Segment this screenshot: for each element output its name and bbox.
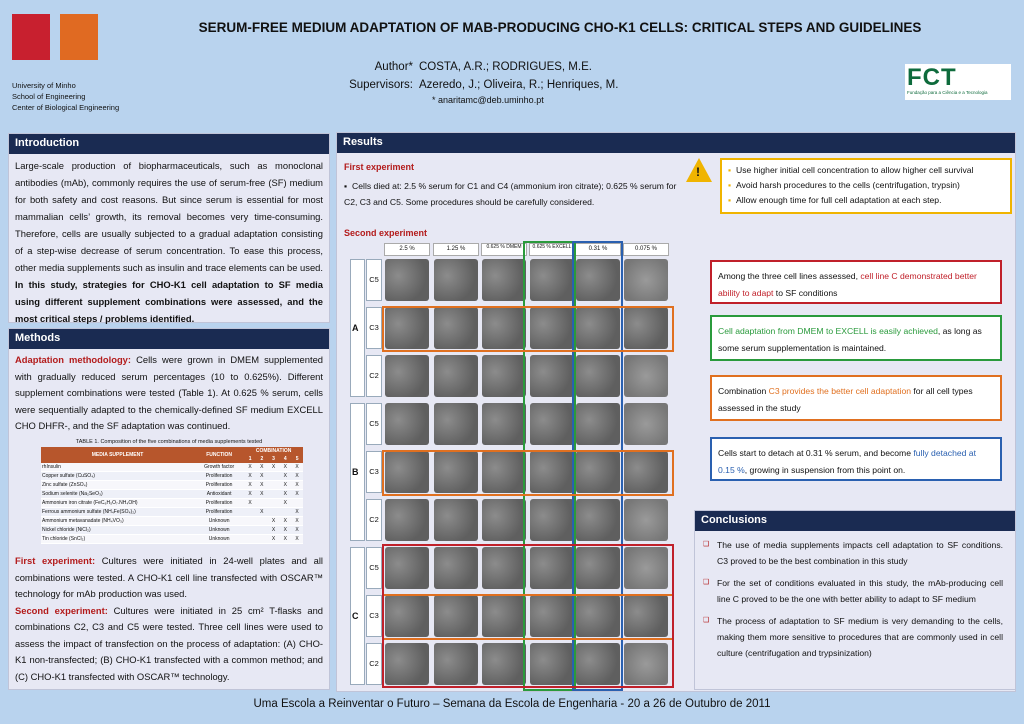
row-label: C3 <box>366 451 382 493</box>
table-cell: X <box>256 472 268 481</box>
intro-highlight: In this study, strategies for CHO-K1 cell adaptation to SF media using different supplement combinations were assessed, and the most critical steps / problems identified. <box>15 279 323 324</box>
micrograph-image <box>385 499 429 541</box>
table-cell: Antioxidant <box>194 490 244 499</box>
column-header: 0.625 % EXCELL <box>529 243 575 256</box>
fct-logo <box>905 64 1011 100</box>
finding-text: , as long as some serum supplementation is maintained. <box>718 326 982 353</box>
table-cell: X <box>244 481 256 490</box>
col-combination: COMBINATION <box>244 447 303 455</box>
table-cell: X <box>268 535 280 544</box>
first-exp-label: First experiment: <box>15 555 96 566</box>
c-line-highlight <box>382 544 674 688</box>
adaptation-label: Adaptation methodology: <box>15 354 132 365</box>
table-cell <box>244 508 256 517</box>
second-exp-text: Cultures were initiated in 25 cm² T-flasks and combinations C2, C3 and C5 were tested. Three cell lines were used to assess the impact of transfection on the process of adaptation: (A) CHO-K1 non-transfected; (B) CHO-K1 transfected with a common method; and (C) CHO-K1 transfected with OSCAR™ technology. <box>15 604 323 682</box>
supervisor-names: Azeredo, J.; Oliveira, R.; Henriques, M. <box>419 79 619 91</box>
table-cell: X <box>279 490 291 499</box>
micrograph-image <box>434 403 478 445</box>
finding-highlight: fully detached at 0.15 % <box>718 448 976 475</box>
table-cell: X <box>291 490 303 499</box>
introduction-text <box>9 154 329 327</box>
combo-header: 1 <box>244 455 256 463</box>
micrograph-image <box>434 355 478 397</box>
table-cell <box>244 526 256 535</box>
table-cell: Copper sulfate (CuSO₄) <box>41 472 194 481</box>
methods-header: Methods <box>9 329 329 349</box>
recommendations-box <box>720 158 1012 214</box>
intro-body: Large-scale production of biopharmaceuticals, such as monoclonal antibodies (mAb), commonly requires the use of serum-free (SF) medium for both safety and cost reasons. But since serum is essential for most mammalian cells’ growth, its removal becomes very time-consuming. Therefore, cells are usually subjected to a gradual adaptation consisting of a step-wise decrease of serum concentration. To ease this process, other media supplements such as insulin and trace elements can be used. <box>15 160 323 273</box>
table-cell: X <box>279 472 291 481</box>
table-cell: X <box>279 517 291 526</box>
micrograph-image <box>482 499 526 541</box>
table-cell <box>268 481 280 490</box>
table-cell: Proliferation <box>194 472 244 481</box>
fct-logo-subtitle: Fundação para a Ciência e a Tecnologia <box>907 90 988 95</box>
micrograph-image <box>434 259 478 301</box>
table-cell <box>256 526 268 535</box>
table-cell: Growth factor <box>194 463 244 472</box>
micrograph-image <box>624 499 668 541</box>
author-label: Author* <box>374 61 413 73</box>
table-cell <box>268 499 280 508</box>
conclusions-panel <box>694 510 1016 690</box>
table-cell <box>291 499 303 508</box>
recommendation-item: ▪ Use higher initial cell concentration to allow higher cell survival <box>728 163 1004 178</box>
table-row <box>41 508 303 517</box>
table-row <box>41 490 303 499</box>
col-function: FUNCTION <box>194 447 244 463</box>
table-cell: X <box>279 463 291 472</box>
micrograph-image <box>385 259 429 301</box>
table-row <box>41 481 303 490</box>
finding-box <box>710 260 1002 304</box>
contact-email: * anaritamc@deb.uminho.pt <box>432 95 544 105</box>
table-cell: X <box>268 526 280 535</box>
first-exp-result: Cells died at: 2.5 % serum for C1 and C4 (ammonium iron citrate); 0.625 % serum for C2, C3 and C5. Some procedures should be carefully considered. <box>344 181 677 207</box>
finding-text: Among the three cell lines assessed, <box>718 271 861 281</box>
table-row <box>41 499 303 508</box>
table-cell: Ammonium metavanadate (NH₄VO₃) <box>41 517 194 526</box>
table-cell: X <box>244 472 256 481</box>
table-cell: Proliferation <box>194 481 244 490</box>
table-cell: Proliferation <box>194 499 244 508</box>
row-label: C2 <box>366 643 382 685</box>
table-cell: Unknown <box>194 526 244 535</box>
table-cell: Ferrous ammonium sulfate (NH₄Fe(SO₄)₂) <box>41 508 194 517</box>
footer-text: Uma Escola a Reinventar o Futuro – Semana da Escola de Engenharia - 20 a 26 de Outubro de 2011 <box>253 698 771 710</box>
table-cell <box>279 508 291 517</box>
table-cell: Unknown <box>194 535 244 544</box>
combo-header: 4 <box>279 455 291 463</box>
table-cell: X <box>279 481 291 490</box>
warning-mark: ! <box>696 165 700 179</box>
table-cell <box>244 517 256 526</box>
col-supplement: MEDIA SUPPLEMENT <box>41 447 194 463</box>
first-experiment-text: ▪ Cells died at: 2.5 % serum for C1 and C4 (ammonium iron citrate); 0.625 % serum for C2, C3 and C5. Some procedures should be carefully considered. <box>344 181 677 207</box>
table-cell: X <box>268 517 280 526</box>
methods-first-experiment <box>9 550 329 603</box>
micrograph-image <box>482 355 526 397</box>
row-label: C2 <box>366 355 382 397</box>
conclusion-item: ❑ The use of media supplements impacts cell adaptation to SF conditions. C3 proved to be the best combination in this study <box>703 537 1003 569</box>
c3-highlight <box>382 450 674 496</box>
table-cell <box>268 508 280 517</box>
methods-second-experiment <box>9 603 329 686</box>
table-cell: X <box>291 481 303 490</box>
combo-header: 2 <box>256 455 268 463</box>
group-label: B <box>352 467 359 477</box>
table-cell: Zinc sulfate (ZnSO₄) <box>41 481 194 490</box>
conclusions-header: Conclusions <box>695 511 1015 531</box>
row-label: C3 <box>366 595 382 637</box>
authors-block <box>300 58 730 94</box>
column-header: 1.25 % <box>433 243 479 256</box>
row-label: C2 <box>366 499 382 541</box>
micrograph-image <box>385 403 429 445</box>
table-cell: X <box>256 463 268 472</box>
row-label: C5 <box>366 403 382 445</box>
recommendation-item: ▪ Allow enough time for full cell adaptation at each step. <box>728 193 1004 208</box>
finding-highlight: cell line C demonstrated better ability to adapt <box>718 271 977 298</box>
recommendation-item: ▪ Avoid harsh procedures to the cells (centrifugation, trypsin) <box>728 178 1004 193</box>
second-experiment-title: Second experiment <box>344 228 428 238</box>
school-name: School of Engineering <box>12 92 86 101</box>
conclusion-item: ❑ The process of adaptation to SF medium is very demanding to the cells, making them more sensitive to procedures that are commonly used in cell culture (centrifugation and trypsinization) <box>703 613 1003 661</box>
table-cell: X <box>244 490 256 499</box>
column-header: 2.5 % <box>384 243 430 256</box>
table-cell: Unknown <box>194 517 244 526</box>
results-header: Results <box>337 133 1015 153</box>
table-cell: X <box>291 517 303 526</box>
row-label: C5 <box>366 259 382 301</box>
supervisors-label: Supervisors: <box>349 79 413 91</box>
introduction-panel <box>8 133 330 323</box>
group-label: C <box>352 611 359 621</box>
finding-box <box>710 437 1002 481</box>
finding-text: to SF conditions <box>773 288 838 298</box>
university-info <box>12 80 119 113</box>
finding-text: Cells start to detach at 0.31 % serum, and become <box>718 448 914 458</box>
micrograph-image <box>385 355 429 397</box>
table-cell <box>256 499 268 508</box>
table-row <box>41 526 303 535</box>
group-label: A <box>352 323 359 333</box>
table-cell: X <box>291 472 303 481</box>
micrograph-image <box>434 499 478 541</box>
table-cell: X <box>279 526 291 535</box>
adaptation-text: Cells were grown in DMEM supplemented with gradually reduced serum percentages (10 to 0.625%). Different supplement combinations were tested (Table 1). At 0.625 % serum, cells were sequentially adapted to the chemically-defined SF medium EXCELL CHO DHFR-, and the SF adaptation was continued. <box>15 354 324 431</box>
table-caption: TABLE 1. Composition of the five combinations of media supplements tested <box>75 438 263 445</box>
table-cell: Tin chloride (SnCl₂) <box>41 535 194 544</box>
second-exp-label: Second experiment: <box>15 604 108 616</box>
finding-highlight: Cell adaptation from DMEM to EXCELL is easily achieved <box>718 326 938 336</box>
finding-text: for all cell types assessed in the study <box>718 386 973 413</box>
first-experiment-title: First experiment <box>344 162 415 172</box>
finding-highlight: C3 provides the better cell adaptation <box>768 386 912 396</box>
table-cell: X <box>291 508 303 517</box>
finding-box <box>710 375 1002 421</box>
table-cell: X <box>291 526 303 535</box>
micrograph-image <box>624 355 668 397</box>
fct-logo-text: FCT <box>907 64 957 91</box>
table-cell: X <box>256 481 268 490</box>
table-cell: Ammonium iron citrate (FeC₆H₅O₇.NH₄OH) <box>41 499 194 508</box>
author-names: COSTA, A.R.; RODRIGUES, M.E. <box>419 61 592 73</box>
column-header: 0.625 % DMEM <box>481 243 527 256</box>
table-cell <box>244 535 256 544</box>
c3-highlight <box>382 306 674 352</box>
university-logo <box>12 14 50 60</box>
table-cell: X <box>291 535 303 544</box>
finding-text: , growing in suspension from this point on. <box>744 465 906 475</box>
row-label: C5 <box>366 547 382 589</box>
supplements-table <box>41 447 303 545</box>
introduction-header: Introduction <box>9 134 329 154</box>
table-cell: X <box>291 463 303 472</box>
table-row <box>41 472 303 481</box>
table-cell: X <box>244 463 256 472</box>
table-cell: X <box>279 499 291 508</box>
poster-title: SERUM-FREE MEDIUM ADAPTATION OF MAB-PRODUCING CHO-K1 CELLS: CRITICAL STEPS AND GUIDELINES <box>198 20 922 35</box>
conclusion-item: ❑ For the set of conditions evaluated in this study, the mAb-producing cell line C proved to be the one with better ability to adapt to SF medium <box>703 575 1003 607</box>
table-row <box>41 463 303 472</box>
table-cell <box>268 472 280 481</box>
column-header: 0.31 % <box>575 243 621 256</box>
finding-box <box>710 315 1002 361</box>
row-label: C3 <box>366 307 382 349</box>
table-row <box>41 517 303 526</box>
micrograph-image <box>482 403 526 445</box>
finding-text: Combination <box>718 386 769 396</box>
table-cell: X <box>268 463 280 472</box>
table-cell: X <box>244 499 256 508</box>
methods-adaptation <box>9 349 329 435</box>
conclusions-list <box>695 531 1015 661</box>
column-header: 0.075 % <box>623 243 669 256</box>
micrograph-image <box>624 259 668 301</box>
combo-header: 3 <box>268 455 280 463</box>
school-logo <box>60 14 98 60</box>
table-row <box>41 535 303 544</box>
table-cell <box>268 490 280 499</box>
table-cell <box>256 517 268 526</box>
first-exp-text: Cultures were initiated in 24-well plates and all combinations were tested. A CHO-K1 cell line transfected with OSCAR™ technology for mAb production was used. <box>15 555 323 599</box>
table-cell: Proliferation <box>194 508 244 517</box>
combo-header: 5 <box>291 455 303 463</box>
table-cell: X <box>256 508 268 517</box>
table-cell: rhInsulin <box>41 463 194 472</box>
table-cell <box>256 535 268 544</box>
table-cell: X <box>279 535 291 544</box>
table-cell: X <box>256 490 268 499</box>
micrograph-image <box>482 259 526 301</box>
micrograph-image <box>624 403 668 445</box>
table-cell: Nickel chloride (NiCl₂) <box>41 526 194 535</box>
center-name: Center of Biological Engineering <box>12 103 120 112</box>
university-name: University of Minho <box>12 81 76 90</box>
methods-panel <box>8 328 330 690</box>
table-cell: Sodium selenite (Na₂SeO₃) <box>41 490 194 499</box>
